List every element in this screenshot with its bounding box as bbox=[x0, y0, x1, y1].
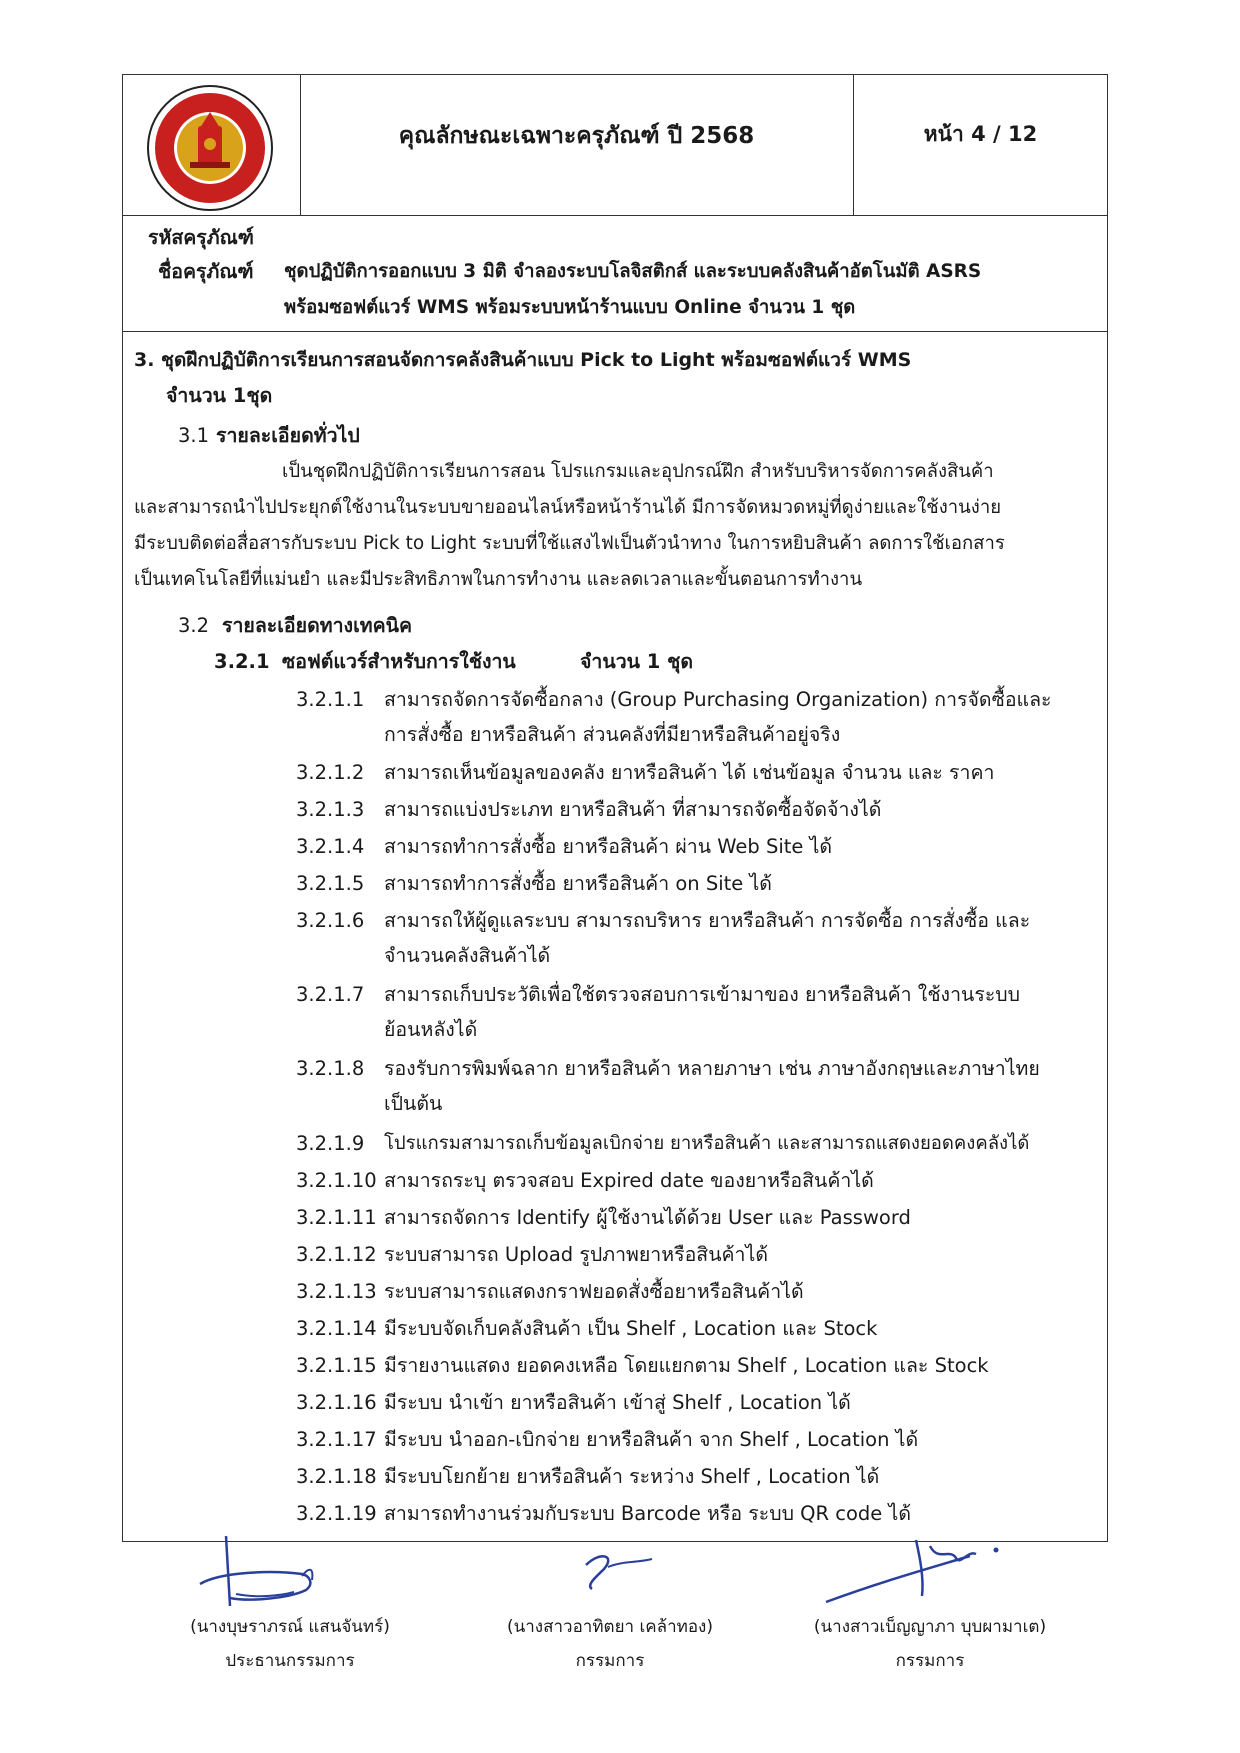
item-text: ระบบสามารถแสดงกราฟยอดสั่งซื้อยาหรือสินค้าได้ bbox=[384, 1280, 804, 1303]
item-text: รองรับการพิมพ์ฉลาก ยาหรือสินค้า หลายภาษา เช่น ภาษาอังกฤษและภาษาไทย bbox=[384, 1057, 1040, 1080]
signature-mark-3 bbox=[820, 1528, 1010, 1608]
signatory-2-name: (นางสาวอาทิตยา เคล้าทอง) bbox=[507, 1617, 713, 1637]
signatory-3-role: กรรมการ bbox=[895, 1651, 965, 1671]
item-number: 3.2.1.9 bbox=[296, 1132, 365, 1155]
item-text: สามารถจัดการ Identify ผู้ใช้งานได้ด้วย User และ Password bbox=[384, 1206, 911, 1229]
signatory-2-role: กรรมการ bbox=[575, 1651, 645, 1671]
item-number: 3.2.1.14 bbox=[296, 1317, 377, 1340]
item-text: ระบบสามารถ Upload รูปภาพยาหรือสินค้าได้ bbox=[384, 1243, 768, 1266]
item-number: 3.2.1.5 bbox=[296, 872, 365, 895]
signature-mark-2 bbox=[578, 1545, 668, 1600]
section-3-quantity: จำนวน 1ชุด bbox=[166, 384, 273, 407]
section-3-heading: 3. ชุดฝึกปฏิบัติการเรียนการสอนจัดการคลังสินค้าแบบ Pick to Light พร้อมซอฟต์แวร์ WMS bbox=[134, 349, 912, 371]
item-number: 3.2.1.11 bbox=[296, 1206, 377, 1229]
item-text: ย้อนหลังได้ bbox=[384, 1018, 478, 1041]
item-name-line-1: ชุดปฏิบัติการออกแบบ 3 มิติ จำลองระบบโลจิสติกส์ และระบบคลังสินค้าอัตโนมัติ ASRS bbox=[284, 261, 982, 282]
section-3-1-para-line: และสามารถนำไปประยุกต์ใช้งานในระบบขายออนไลน์หรือหน้าร้านได้ มีการจัดหมวดหมู่ที่ดูง่ายและใช้งานง่าย bbox=[134, 497, 1002, 518]
section-3-1-para-line: มีระบบติดต่อสื่อสารกับระบบ Pick to Light ระบบที่ใช้แสงไฟเป็นตัวนำทาง ในการหยิบสินค้า ลดการใช้เอกสาร bbox=[134, 533, 1005, 554]
section-3-2-title: รายละเอียดทางเทคนิค bbox=[222, 614, 413, 637]
section-3-1-title: รายละเอียดทั่วไป bbox=[216, 424, 360, 447]
item-text: จำนวนคลังสินค้าได้ bbox=[384, 944, 551, 967]
signatory-1-name: (นางบุษราภรณ์ แสนจันทร์) bbox=[190, 1617, 390, 1637]
signatory-3-name: (นางสาวเบ็ญญาภา บุบผามาเต) bbox=[813, 1617, 1047, 1637]
item-text: สามารถจัดการจัดซื้อกลาง (Group Purchasing Organization) การจัดซื้อและ bbox=[384, 688, 1052, 711]
item-number: 3.2.1.19 bbox=[296, 1502, 377, 1525]
item-number: 3.2.1.3 bbox=[296, 798, 365, 821]
item-number: 3.2.1.6 bbox=[296, 909, 365, 932]
section-3-2-1-quantity: จำนวน 1 ชุด bbox=[580, 650, 694, 673]
item-number: 3.2.1.10 bbox=[296, 1169, 377, 1192]
section-3-2-number: 3.2 bbox=[178, 614, 210, 637]
item-text: สามารถทำการสั่งซื้อ ยาหรือสินค้า on Site ได้ bbox=[384, 872, 772, 895]
item-number: 3.2.1.7 bbox=[296, 983, 365, 1006]
item-text: สามารถเห็นข้อมูลของคลัง ยาหรือสินค้า ได้ เช่นข้อมูล จำนวน และ ราคา bbox=[384, 761, 995, 784]
section-3-1-para-line: เป็นชุดฝึกปฏิบัติการเรียนการสอน โปรแกรมและอุปกรณ์ฝึก สำหรับบริหารจัดการคลังสินค้า bbox=[282, 461, 994, 482]
item-number: 3.2.1.16 bbox=[296, 1391, 377, 1414]
signature-mark-1 bbox=[190, 1532, 330, 1612]
item-text: สามารถทำงานร่วมกับระบบ Barcode หรือ ระบบ QR code ได้ bbox=[384, 1502, 911, 1525]
item-text: การสั่งซื้อ ยาหรือสินค้า ส่วนคลังที่มียาหรือสินค้าอยู่จริง bbox=[384, 723, 841, 746]
section-3-2-1-title: ซอฟต์แวร์สำหรับการใช้งาน bbox=[282, 650, 516, 673]
item-text: สามารถแบ่งประเภท ยาหรือสินค้า ที่สามารถจัดซื้อจัดจ้างได้ bbox=[384, 798, 882, 821]
item-number: 3.2.1.2 bbox=[296, 761, 365, 784]
section-3-1-number: 3.1 bbox=[178, 424, 210, 447]
item-number: 3.2.1.12 bbox=[296, 1243, 377, 1266]
signatory-1-role: ประธานกรรมการ bbox=[225, 1651, 355, 1671]
item-text: มีรายงานแสดง ยอดคงเหลือ โดยแยกตาม Shelf , Location และ Stock bbox=[384, 1354, 989, 1377]
item-text: สามารถทำการสั่งซื้อ ยาหรือสินค้า ผ่าน Web Site ได้ bbox=[384, 835, 833, 858]
item-name-line-2: พร้อมซอฟต์แวร์ WMS พร้อมระบบหน้าร้านแบบ Online จำนวน 1 ชุด bbox=[284, 297, 856, 318]
item-text: มีระบบ นำออก-เบิกจ่าย ยาหรือสินค้า จาก Shelf , Location ได้ bbox=[384, 1428, 919, 1451]
item-number: 3.2.1.17 bbox=[296, 1428, 377, 1451]
page-number: หน้า 4 / 12 bbox=[923, 122, 1038, 146]
item-text: มีระบบจัดเก็บคลังสินค้า เป็น Shelf , Location และ Stock bbox=[384, 1317, 878, 1340]
item-name-label: ชื่อครุภัณฑ์ bbox=[158, 260, 254, 283]
item-number: 3.2.1.4 bbox=[296, 835, 365, 858]
item-text: มีระบบโยกย้าย ยาหรือสินค้า ระหว่าง Shelf , Location ได้ bbox=[384, 1465, 880, 1488]
item-number: 3.2.1.1 bbox=[296, 688, 365, 711]
section-3-2-1-number: 3.2.1 bbox=[214, 650, 270, 673]
item-number: 3.2.1.8 bbox=[296, 1057, 365, 1080]
vocational-education-logo bbox=[142, 82, 278, 214]
item-number: 3.2.1.18 bbox=[296, 1465, 377, 1488]
item-text: มีระบบ นำเข้า ยาหรือสินค้า เข้าสู่ Shelf , Location ได้ bbox=[384, 1391, 851, 1414]
item-text: สามารถให้ผู้ดูแลระบบ สามารถบริหาร ยาหรือสินค้า การจัดซื้อ การสั่งซื้อ และ bbox=[384, 909, 1031, 932]
item-number: 3.2.1.13 bbox=[296, 1280, 377, 1303]
item-text: โปรแกรมสามารถเก็บข้อมูลเบิกจ่าย ยาหรือสินค้า และสามารถแสดงยอดคงคลังได้ bbox=[384, 1133, 1030, 1154]
item-text: เป็นต้น bbox=[384, 1092, 443, 1115]
section-3-1-para-line: เป็นเทคโนโลยีที่แม่นยำ และมีประสิทธิภาพในการทำงาน และลดเวลาและขั้นตอนการทำงาน bbox=[134, 569, 863, 590]
item-code-label: รหัสครุภัณฑ์ bbox=[148, 226, 254, 249]
item-number: 3.2.1.15 bbox=[296, 1354, 377, 1377]
document-title: คุณลักษณะเฉพาะครุภัณฑ์ ปี 2568 bbox=[398, 123, 755, 149]
item-text: สามารถเก็บประวัติเพื่อใช้ตรวจสอบการเข้ามาของ ยาหรือสินค้า ใช้งานระบบ bbox=[384, 983, 1021, 1006]
item-text: สามารถระบุ ตรวจสอบ Expired date ของยาหรือสินค้าได้ bbox=[384, 1169, 874, 1192]
